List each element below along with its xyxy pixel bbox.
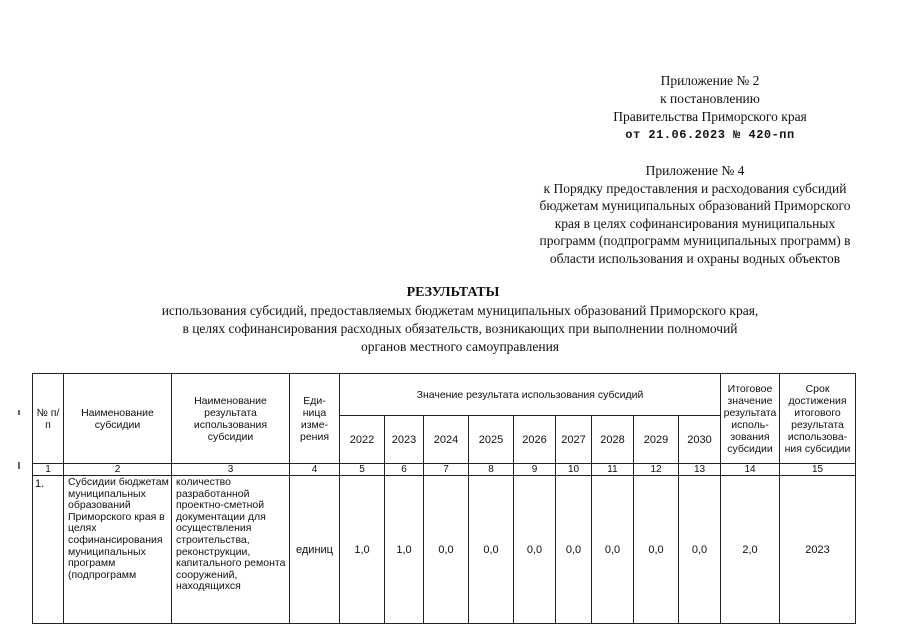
header-deadline: Срок достижения итогового результата использова-ния субсидии [780,374,856,464]
margin-mark [18,462,20,469]
column-number: 5 [340,464,385,476]
header-result-name: Наименование результата использования субсидии [172,374,290,464]
subtitle-line: органов местного самоуправления [360,339,560,354]
row-result-name: количество разработанной проектно-сметной документации для осуществления строительства, реконструкции, капитального ремонта сооружений, находящихся [172,476,290,624]
header-year: 2022 [340,416,385,464]
column-number: 8 [469,464,514,476]
row-num: 1. [33,476,64,624]
header-year: 2024 [424,416,469,464]
header-year: 2028 [592,416,634,464]
header-year: 2030 [679,416,721,464]
appendix-4-line: к Порядку предоставления и расходования субсидий [543,180,847,196]
column-number: 13 [679,464,721,476]
table-row [33,476,856,624]
table-header-row [33,374,856,416]
row-value: 1,0 [340,476,385,624]
row-value: 0,0 [634,476,679,624]
row-value: 0,0 [514,476,556,624]
subtitle-line: использования субсидий, предоставляемых бюджетам муниципальных образований Приморского края, [161,303,759,318]
results-table [32,373,856,624]
row-value: 0,0 [556,476,592,624]
row-value: 1,0 [385,476,424,624]
subtitle-line: в целях софинансирования расходных обязательств, возникающих при выполнении полномочий [182,321,738,336]
row-subsidy-name: Субсидии бюджетам муниципальных образований Приморского края в целях софинансирования муниципальных программ (подпрограмм [64,476,172,624]
column-number: 3 [172,464,290,476]
header-num: № п/п [33,374,64,464]
appendix-2-block [560,72,860,144]
column-number-row [33,464,856,476]
row-deadline: 2023 [780,476,856,624]
header-total: Итоговое значение результата исполь-зования субсидии [721,374,780,464]
header-unit: Еди-ница изме-рения [290,374,340,464]
column-number: 10 [556,464,592,476]
column-number: 1 [33,464,64,476]
row-value: 0,0 [424,476,469,624]
row-total: 2,0 [721,476,780,624]
appendix-2-date: от 21.06.2023 № 420-пп [625,128,795,142]
appendix-2-title: Приложение № 2 [660,73,760,88]
column-number: 9 [514,464,556,476]
row-value: 0,0 [469,476,514,624]
appendix-2-ref: к постановлению [660,91,760,106]
header-year: 2023 [385,416,424,464]
appendix-4-block [500,162,890,267]
row-value: 0,0 [679,476,721,624]
document-subtitle [90,302,830,356]
appendix-4-line: области использования и охраны водных объектов [549,250,841,266]
column-number: 11 [592,464,634,476]
document-title: РЕЗУЛЬТАТЫ [406,285,500,300]
row-value: 0,0 [592,476,634,624]
appendix-4-line: бюджетам муниципальных образований Приморского [539,198,851,213]
header-value-group: Значение результата использования субсидий [340,374,721,416]
header-year: 2026 [514,416,556,464]
appendix-4-title: Приложение № 4 [645,163,745,178]
appendix-4-line: программ (подпрограмм муниципальных программ) в [539,233,851,248]
column-number: 14 [721,464,780,476]
column-number: 7 [424,464,469,476]
row-unit: единиц [290,476,340,624]
column-number: 15 [780,464,856,476]
header-year: 2029 [634,416,679,464]
column-number: 12 [634,464,679,476]
column-number: 6 [385,464,424,476]
appendix-4-line: края в целях софинансирования муниципальных [554,215,836,231]
column-number: 4 [290,464,340,476]
header-subsidy-name: Наименование субсидии [64,374,172,464]
header-year: 2027 [556,416,592,464]
margin-mark [18,410,20,415]
appendix-2-authority: Правительства Приморского края [613,109,807,124]
column-number: 2 [64,464,172,476]
header-year: 2025 [469,416,514,464]
